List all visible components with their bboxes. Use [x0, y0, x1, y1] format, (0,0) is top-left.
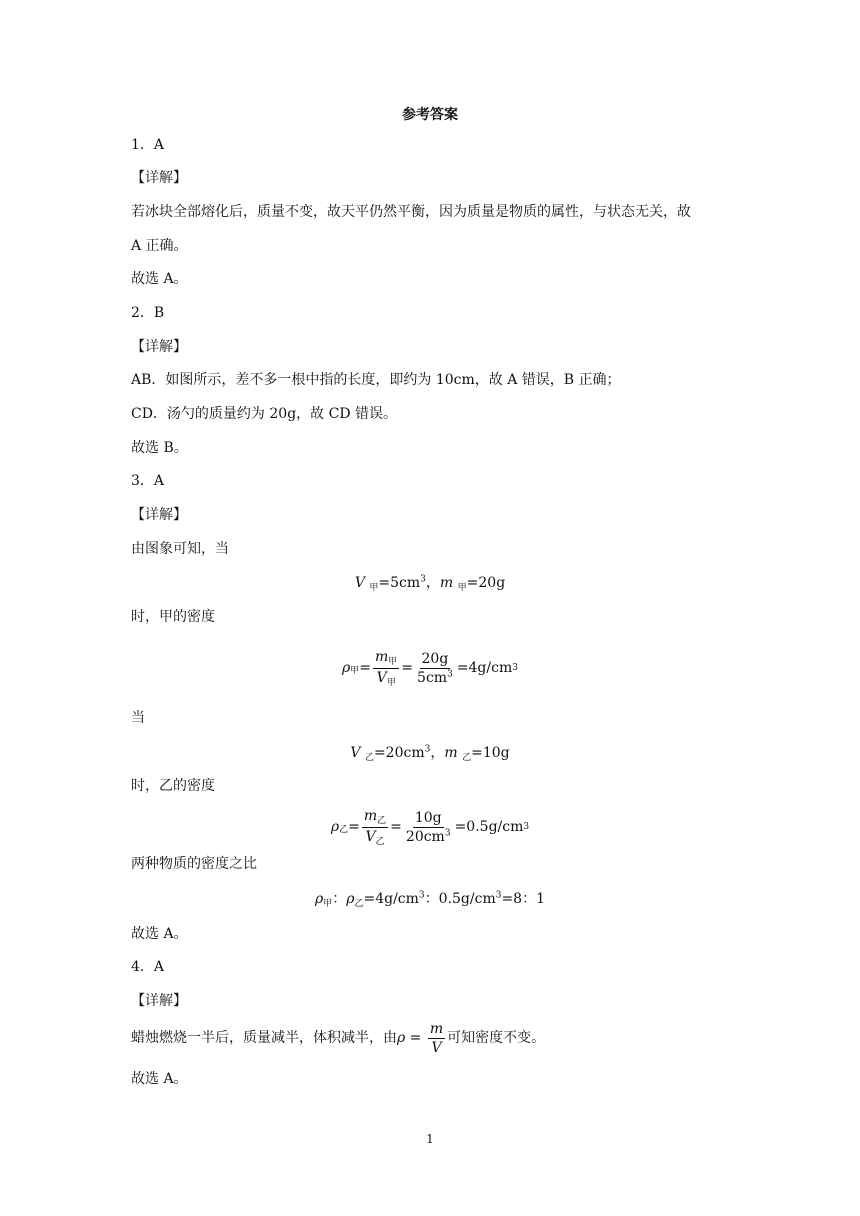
numeric-fraction: [415, 651, 455, 686]
q1-conclusion: 故选 A。: [131, 271, 188, 287]
subscript-yi: 乙: [462, 753, 472, 763]
density-formula-fraction: [428, 1021, 445, 1056]
subscript-jia: 甲: [388, 656, 398, 667]
q3-when: 当: [131, 710, 145, 726]
q1-line1: 若冰块全部熔化后，质量不变，故天平仍然平衡，因为质量是物质的属性，与状态无关，故: [131, 204, 691, 220]
symbolic-fraction: [362, 808, 388, 847]
cube-exponent: 3: [420, 574, 426, 585]
q4-line1: [131, 1018, 545, 1058]
cube-exponent: 3: [447, 668, 453, 679]
q3-density-equation-jia: ρ 甲 = $\frac{m_甲}{V_甲}$ = $\frac{20g}{5cm^3}$ =4g/cm 3: [0, 645, 860, 691]
subscript-yi: 乙: [364, 753, 374, 763]
fraction-denominator: 5cm: [417, 669, 448, 686]
fraction-numerator: 10g: [414, 809, 442, 826]
q3-conclusion: 故选 A。: [131, 926, 188, 942]
symbolic-fraction: [373, 649, 399, 688]
separator: ，: [425, 575, 440, 591]
cube-exponent: 3: [418, 890, 425, 901]
volume-symbol: V: [365, 828, 376, 845]
volume-symbol: V: [431, 1039, 442, 1056]
subscript-jia: 甲: [457, 583, 467, 593]
ratio-colon: ：: [332, 891, 347, 907]
equals-sign: =: [390, 819, 402, 835]
q1-label: 【详解】: [131, 170, 187, 186]
q2-line2: CD．汤勺的质量约为 20g，故 CD 错误。: [131, 406, 397, 422]
subscript-yi: 乙: [339, 825, 349, 835]
page-title: 参考答案: [402, 107, 458, 123]
q2-line1: AB．如图所示，差不多一根中指的长度，即约为 10cm，故 A 错误，B 正确；: [131, 372, 621, 388]
equals-sign: =: [401, 660, 414, 676]
cube-exponent: 3: [495, 890, 502, 901]
subscript-jia: 甲: [350, 666, 360, 676]
density-result: =0.5g/cm: [454, 819, 524, 835]
volume-symbol: V: [354, 575, 365, 591]
rho-symbol: ρ: [342, 660, 351, 676]
fraction-denominator: 20cm: [405, 828, 445, 845]
cube-exponent: 3: [444, 827, 451, 838]
subscript-jia: 甲: [386, 677, 396, 688]
q4-text-before: 蜡烛燃烧一半后，质量减半，体积减半，由: [131, 1030, 397, 1046]
density-result: =4g/cm: [456, 660, 513, 676]
q2-label: 【详解】: [131, 339, 187, 355]
cube-exponent: 3: [424, 744, 431, 755]
q3-density-equation-yi: ρ 乙 = $\frac{m_乙}{V_乙}$ = $\frac{10g}{20cm^3}$ =0.5g/cm 3: [0, 804, 860, 850]
q3-ratio-intro: 两种物质的密度之比: [131, 856, 257, 872]
q3-label: 【详解】: [131, 507, 187, 523]
mass-symbol: m: [439, 575, 454, 591]
ratio-result: =8：1: [501, 891, 545, 907]
volume-value: =5cm: [378, 575, 421, 591]
q3-time2: 时，乙的密度: [131, 778, 215, 794]
numeric-fraction: [404, 810, 453, 845]
page-number: 1: [426, 1132, 434, 1146]
equals-sign: =: [348, 819, 360, 835]
rho-symbol: ρ: [397, 1030, 406, 1046]
mass-value: =20g: [466, 575, 506, 591]
subscript-yi: 乙: [377, 815, 387, 826]
q3-time1: 时，甲的密度: [131, 609, 215, 625]
volume-symbol: V: [350, 745, 361, 761]
q3-number: 3．A: [131, 473, 165, 489]
q2-conclusion: 故选 B。: [131, 440, 188, 456]
equals-sign: =: [405, 1030, 426, 1046]
mass-symbol: m: [429, 1020, 444, 1037]
q3-intro: 由图象可知，当: [131, 541, 229, 557]
q1-line2: A 正确。: [131, 238, 188, 254]
ratio-colon: ：: [424, 891, 439, 907]
mass-symbol: m: [444, 745, 458, 761]
q3-ratio-equation: [0, 890, 860, 910]
volume-value: =20cm: [373, 745, 425, 761]
mass-symbol: m: [375, 648, 389, 665]
q4-text-after: 可知密度不变。: [447, 1030, 546, 1046]
subscript-yi: 乙: [375, 836, 385, 847]
subscript-jia: 甲: [369, 583, 379, 593]
subscript-jia: 甲: [323, 899, 333, 909]
rho-symbol: ρ: [346, 891, 355, 907]
density-yi-value: 0.5g/cm: [438, 891, 496, 907]
q4-label: 【详解】: [131, 993, 187, 1009]
volume-symbol: V: [376, 669, 387, 686]
separator: ，: [430, 745, 445, 761]
density-jia-value: =4g/cm: [363, 891, 419, 907]
q3-condition-yi: [0, 744, 860, 764]
mass-value: =10g: [471, 745, 510, 761]
q1-number: 1．A: [131, 137, 165, 153]
q4-conclusion: 故选 A。: [131, 1071, 188, 1087]
rho-symbol: ρ: [330, 819, 340, 835]
equals-sign: =: [359, 660, 371, 676]
subscript-yi: 乙: [354, 899, 364, 909]
q3-condition-jia: [0, 574, 860, 594]
q4-number: 4．A: [131, 959, 165, 975]
fraction-numerator: 20g: [421, 650, 449, 667]
mass-symbol: m: [363, 807, 378, 824]
q2-number: 2．B: [131, 305, 165, 321]
rho-symbol: ρ: [314, 891, 324, 907]
